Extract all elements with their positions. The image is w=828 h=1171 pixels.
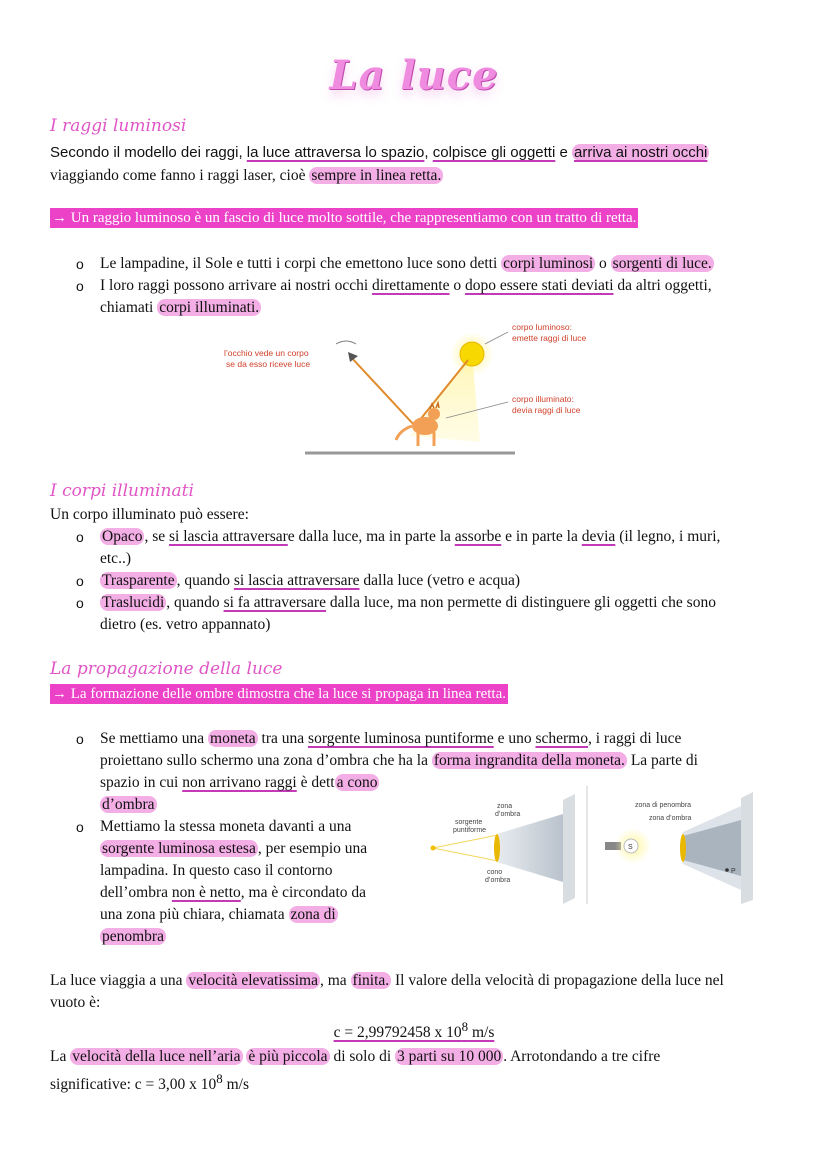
fig-eye-label-1: l’occhio vede un corpo (224, 348, 309, 358)
fig-label-zona: zona (497, 803, 513, 810)
heading-corpi-illuminati: I corpi illuminati (50, 481, 194, 501)
coin-icon (680, 834, 686, 862)
list-item: o Se mettiamo una moneta tra una sorgente luminosa puntiforme e uno schermo, i raggi di luce proiettano sullo schermo una zona d’ombra che ha la forma ingrandita della moneta. La parte di spazio in cui non arrivano raggi è dett a cono d’ombra (50, 728, 780, 816)
fig-label-cono: cono (487, 869, 503, 876)
formula-velocita: c = 2,99792458 x $10^8$ m/s (333, 1019, 495, 1042)
figure-ombra-penombra (425, 786, 775, 906)
fig-label-penombra: zona di penombra (635, 802, 692, 809)
fig-label-zona-ombra: zona d’ombra (649, 815, 692, 822)
paragraph-modello-raggi: Secondo il modello dei raggi, la luce attraversa lo spazio, colpisce gli oggetti e arriva ai nostri occhi (50, 144, 708, 161)
fig-label-sorgente: sorgente (455, 819, 483, 826)
coin-icon (494, 834, 500, 862)
list-item: o I loro raggi possono arrivare ai nostri occhi direttamente o dopo essere stati deviati da altri oggetti, chiamati corpi illuminati. (50, 275, 780, 319)
point-source-icon (431, 846, 436, 851)
paragraph-intro-corpi: Un corpo illuminato può essere: (50, 506, 249, 523)
screen-left (563, 794, 575, 904)
heading-raggi-luminosi: I raggi luminosi (50, 116, 187, 136)
heading-propagazione: La propagazione della luce (50, 659, 283, 679)
page-title: La luce (329, 52, 499, 99)
fig-sun-label-2: emette raggi di luce (512, 333, 587, 343)
list-item: o Opaco , se si lascia attraversare dalla luce, ma in parte la assorbe e in parte la devia (il legno, i muri, etc..) (50, 526, 780, 570)
highlight-bar-ombre: → La formazione delle ombre dimostra che la luce si propaga in linea retta. (52, 686, 506, 702)
list-item: o Traslucidi , quando si fa attraversare dalla luce, ma non permette di distinguere gli oggetti che sono dietro (es. vetro appannato) (50, 592, 780, 636)
figure-sun-cat-eye (210, 318, 610, 460)
sun-icon (460, 342, 484, 366)
ray-upper (433, 834, 503, 848)
paragraph-velocita: La luce viaggia a una velocità elevatissima , ma finita. Il valore della velocità di propagazione della luce nel vuoto è: (50, 972, 724, 1011)
fig-eye-label-2: se da esso riceve luce (226, 359, 311, 369)
list-item: o Le lampadine, il Sole e tutti i corpi che emettono luce sono detti corpi luminosi o sorgenti di luce. (50, 253, 780, 275)
ray-lower (433, 848, 503, 862)
fig-label-dombra: d’ombra (495, 811, 521, 818)
eye-arrow (336, 341, 356, 344)
cat-head (428, 408, 440, 420)
paragraph-velocita-aria: La velocità della luce nell’aria è più piccola di solo di 3 parti su 10 000 . Arrotondando a tre cifre significative: c = 3,00 x $10^8$ m/s (50, 1048, 661, 1094)
ray-cat-eye (350, 356, 415, 426)
fig-cat-label-1: corpo illuminato: (512, 394, 574, 404)
list-item: o Mettiamo la stessa moneta davanti a una sorgente luminosa estesa , per esempio una lampadina. In questo caso il contorno dell’ombra non è netto, ma è circondato da una zona più chiara, chiamata zona di penombra (50, 816, 400, 948)
fig-label-s: S (628, 844, 633, 851)
paragraph-linea-retta: viaggiando come fanno i raggi laser, cioè sempre in linea retta. (50, 167, 442, 184)
point-p-icon (725, 868, 729, 872)
cat-tail (396, 426, 412, 440)
screen-right (741, 792, 753, 904)
list-ombre-2 (50, 816, 400, 948)
highlight-bar-raggio: → Un raggio luminoso è un fascio di luce molto sottile, che rappresentiamo con un tratto di retta. (52, 210, 637, 226)
sun-label-line (485, 332, 508, 344)
list-corpi-luminosi (50, 253, 780, 319)
shadow-cone (497, 814, 563, 882)
fig-cat-label-2: devia raggi di luce (512, 405, 581, 415)
fig-label-puntiforme: puntiforme (453, 827, 487, 834)
list-tipi-corpi (50, 526, 780, 636)
list-item: o Trasparente , quando si lascia attraversare dalla luce (vetro e acqua) (50, 570, 780, 592)
fig-label-p: P (731, 868, 736, 875)
fig-label-cono-dombra: d’ombra (485, 877, 511, 884)
fig-sun-label-1: corpo luminoso: (512, 322, 573, 332)
